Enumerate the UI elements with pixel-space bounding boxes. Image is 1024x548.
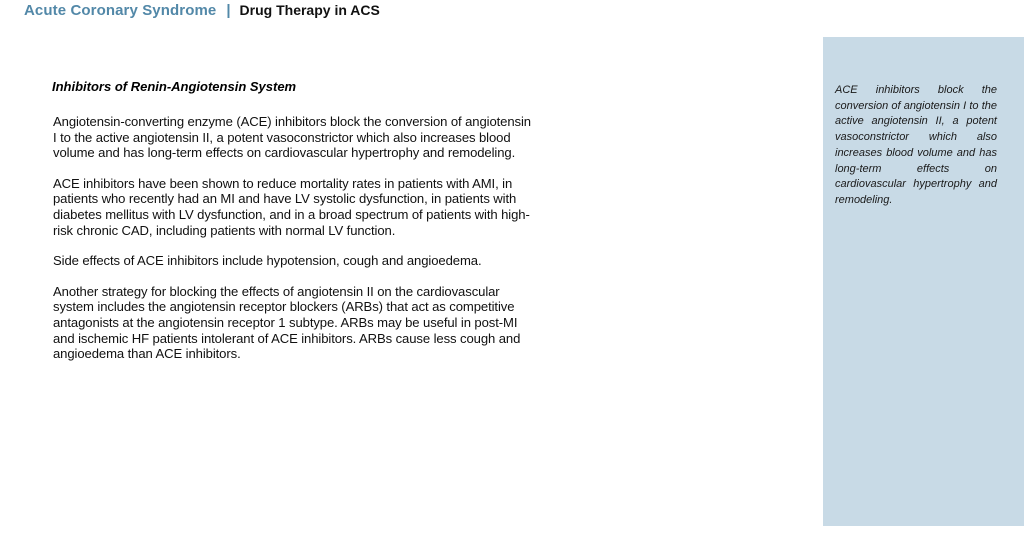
sidebar-note: ACE inhibitors block the conversion of angiotensin I to the active angiotensin II, a potent vasoconstrictor which also increases blood volume and has long-term effects on cardiovascular hypertrophy and remodeling. xyxy=(835,84,997,206)
slide-header xyxy=(24,0,380,20)
paragraph-ace-mechanism: Angiotensin-converting enzyme (ACE) inhibitors block the conversion of angiotensin I to the active angiotensin II, a potent vasoconstrictor which also increases blood volume and has long-term effects on cardiovascular hypertrophy and remodeling. xyxy=(53,114,531,161)
paragraph-arbs: Another strategy for blocking the effects of angiotensin II on the cardiovascular system includes the angiotensin receptor blockers (ARBs) that act as competitive antagonists at the angiotensin receptor 1 subtype. ARBs may be useful in post-MI and ischemic HF patients intolerant of ACE inhibitors. ARBs cause less cough and angioedema than ACE inhibitors. xyxy=(53,283,521,362)
section-heading: Inhibitors of Renin-Angiotensin System xyxy=(52,79,297,94)
paragraph-ace-mortality: ACE inhibitors have been shown to reduce mortality rates in patients with AMI, in patients who recently had an MI and have LV systolic dysfunction, in patients with diabetes mellitus with LV dysfunction, and in a broad spectrum of patients with high-risk chronic CAD, including patients with normal LV function. xyxy=(53,175,530,238)
module-title: Acute Coronary Syndrome xyxy=(24,1,217,19)
header-separator: | xyxy=(226,1,231,19)
topic-title: Drug Therapy in ACS xyxy=(239,2,380,18)
main-content xyxy=(52,78,532,377)
paragraph-ace-side-effects: Side effects of ACE inhibitors include hypotension, cough and angioedema. xyxy=(53,253,482,269)
sidebar-panel xyxy=(823,37,1024,526)
